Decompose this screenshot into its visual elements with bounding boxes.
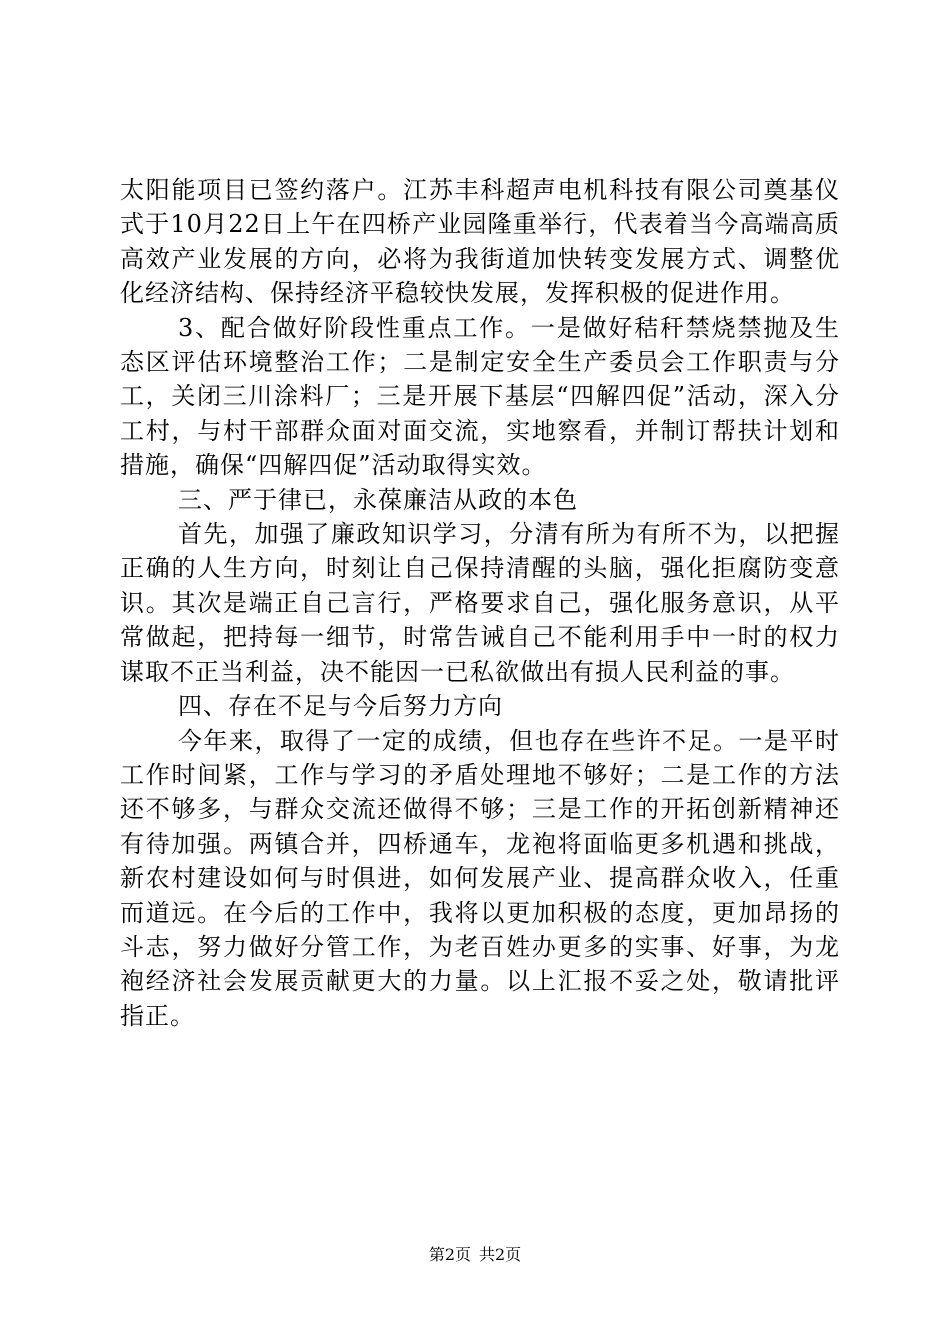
paragraph-shortcomings: 今年来，取得了一定的成绩，但也存在些许不足。一是平时工作时间紧，工作与学习的矛盾处理地不够好；二是工作的方法还不够多，与群众交流还做得不够；三是工作的开拓创新精神还有待加强。两镇合并，四桥通车，龙袍将面临更多机遇和挑战，新农村建设如何与时俱进，如何发展产业、提高群众收入，任重而道远。在今后的工作中，我将以更加积极的态度，更加昂扬的斗志，努力做好分管工作，为老百姓办更多的实事、好事，为龙袍经济社会发展贡献更大的力量。以上汇报不妥之处，敬请批评指正。: [120, 726, 840, 1030]
paragraph-item-3: 3、配合做好阶段性重点工作。一是做好秸秆禁烧禁抛及生态区评估环境整治工作；二是制定安全生产委员会工作职责与分工，关闭三川涂料厂；三是开展下基层“四解四促”活动，深入分工村，与村干部群众面对面交流，实地察看，并制订帮扶计划和措施，确保“四解四促”活动取得实效。: [120, 313, 840, 480]
section-heading-4: 四、存在不足与今后努力方向: [178, 692, 503, 721]
page-total: 共2页: [479, 1245, 522, 1264]
paragraph-continuation: 太阳能项目已签约落户。江苏丰科超声电机科技有限公司奠基仪式于10月22日上午在四桥产业园隆重举行，代表着当今高端高质高效产业发展的方向，必将为我街道加快转变发展方式、调整优化经济结构、保持经济平稳较快发展，发挥积极的促进作用。: [120, 176, 840, 308]
paragraph-integrity: 首先，加强了廉政知识学习，分清有所为有所不为，以把握正确的人生方向，时刻让自己保持清醒的头脑，强化拒腐防变意识。其次是端正自己言行，严格要求自己，强化服务意识，从平常做起，把持每一细节，时常告诫自己不能利用手中一时的权力谋取不正当利益，决不能因一已私欲做出有损人民利益的事。: [120, 520, 840, 686]
page-number: 第2页: [428, 1245, 471, 1264]
page-footer: [0, 1245, 950, 1265]
section-heading-3: 三、严于律已，永葆廉洁从政的本色: [178, 485, 578, 514]
document-body: [120, 173, 840, 1033]
